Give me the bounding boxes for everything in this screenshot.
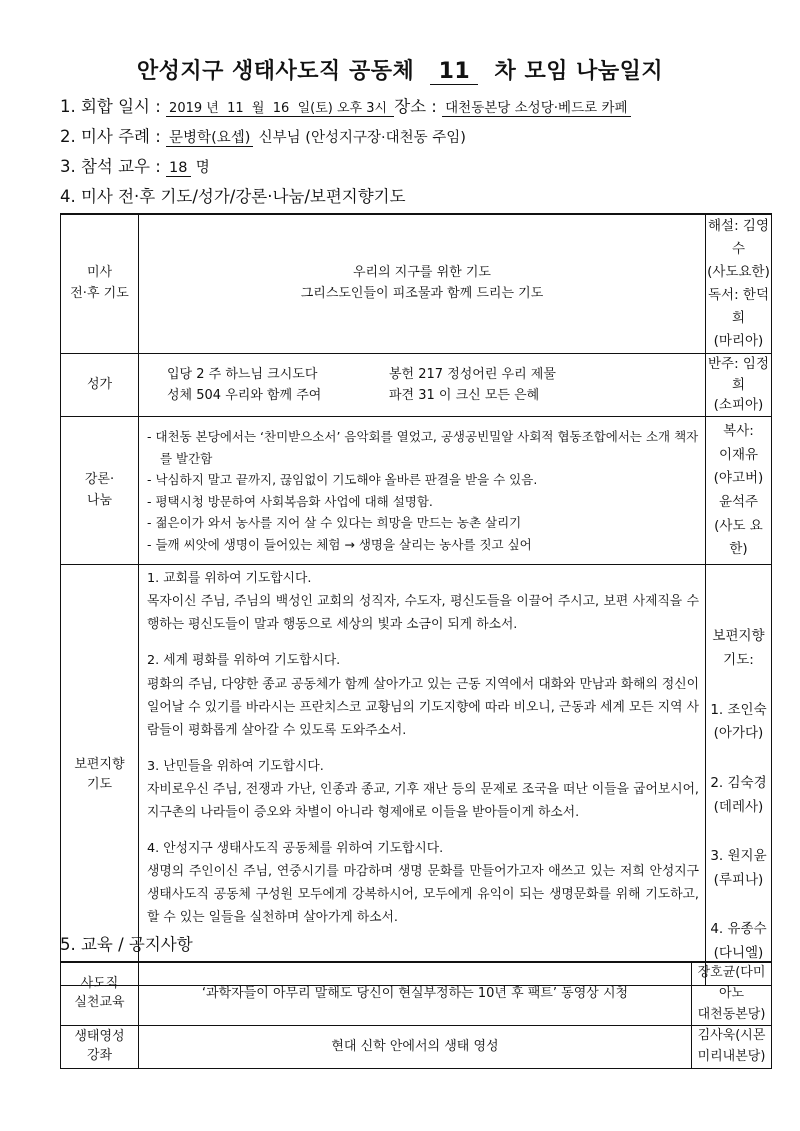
reader-3-saint: (루피나) <box>713 871 764 888</box>
hymn-entry: 입당 2 주 하느님 크시도다 <box>167 366 318 382</box>
reader-1-saint: (아가다) <box>713 725 764 742</box>
intercession-row-readers <box>706 565 772 986</box>
page-title <box>0 54 800 85</box>
education-label <box>61 962 139 1026</box>
intercession-row-content <box>139 565 706 986</box>
intercession-body: 생명의 주인이신 주님, 연중시기를 마감하며 생명 문화를 만들어가고자 애쓰고 있는 저희 안성지구 생태사도직 공동체 구성원 모두에게 강복하시어, 모두에게 유익이 되는 생명문화를 위해 기도하고, 할 수 있는 일들을 실천하며 살아가게 하소서. <box>147 863 699 925</box>
education-label-line2: 강좌 <box>86 1048 113 1064</box>
server-1-saint: (야고버) <box>713 470 764 487</box>
intercession-label-line1: 보편지향 <box>74 756 125 772</box>
intercession-head: 2. 세계 평화를 위하여 기도합시다. <box>147 653 341 669</box>
presenter-name: 장호균(다미아노 <box>697 965 766 1001</box>
homily-label-line1: 강론· <box>84 472 115 488</box>
attendance-info <box>60 153 210 177</box>
list-item: - 들깨 씨앗에 생명이 들어있는 체험 → 생명을 살리는 농사를 짓고 싶어 <box>147 536 532 552</box>
list-item: - 대천동 본당에서는 ‘찬미받으소서’ 음악회를 열었고, 공생공빈밀알 사회적 협동조합에서는 소개 책자를 발간함 <box>147 429 699 466</box>
education-label <box>61 1026 139 1069</box>
homily-row <box>61 417 772 565</box>
prayer-row-content <box>139 214 706 353</box>
prayer-label-line2: 전·후 기도 <box>70 285 129 301</box>
education-content: ‘과학자들이 아무리 말해도 당신이 현실부정하는 10년 후 팩트’ 동영상 시청 <box>139 962 692 1026</box>
education-presenter <box>692 1026 772 1069</box>
reader-3-name: 3. 원지윤 <box>710 848 767 865</box>
server-1-name: 이재유 <box>718 446 759 463</box>
hymn-row-roles <box>706 353 772 417</box>
table-row <box>61 962 772 1026</box>
attendance-unit: 명 <box>195 160 210 176</box>
attendance-count: 18 <box>166 160 190 177</box>
education-label-line1: 사도직 <box>80 976 119 992</box>
prayer-line1: 우리의 지구를 위한 기도 <box>353 265 491 281</box>
meeting-date <box>166 101 394 117</box>
list-item: - 젊은이가 와서 농사를 지어 살 수 있다는 희망을 만드는 농촌 살리기 <box>147 515 522 531</box>
intercession-block-4 <box>147 837 699 929</box>
reader-label: 독서: 한덕희 <box>707 286 769 326</box>
organist-saint: (소피아) <box>713 397 764 414</box>
mass-info <box>60 123 466 147</box>
reader-1-name: 1. 조인숙 <box>710 701 767 718</box>
presenter-name: 김사욱(시몬 <box>697 1028 766 1044</box>
meeting-year-suffix: 년 <box>206 101 219 116</box>
intercession-block-3 <box>147 755 699 824</box>
prayer-row-label <box>61 214 139 353</box>
mass-priest: 문병학(요셉) <box>166 130 253 147</box>
section-5-heading: 5. 교육 / 공지사항 <box>60 935 193 954</box>
mass-table <box>60 213 772 986</box>
prayer-row-roles <box>706 214 772 353</box>
education-label-line1: 생태영성 <box>74 1029 125 1045</box>
prayer-label-line1: 미사 <box>86 265 113 281</box>
education-content: 현대 신학 안에서의 생태 영성 <box>139 1026 692 1069</box>
reader-saint: (마리아) <box>713 332 764 349</box>
title-suffix: 차 모임 나눔일지 <box>494 59 664 84</box>
meeting-day-suffix: 일(토) <box>297 101 333 116</box>
organist-label: 반주: 임정희 <box>707 355 769 393</box>
intercession-label-line2: 기도 <box>86 777 113 793</box>
homily-label-line2: 나눔 <box>86 492 113 508</box>
place-label: 장소 : <box>394 97 437 116</box>
list-item: - 평택시청 방문하여 사회복음화 사업에 대해 설명함. <box>147 493 433 509</box>
intercession-head: 4. 안성지구 생태사도직 공동체를 위하여 기도합시다. <box>147 840 444 856</box>
mass-label: 2. 미사 주례 : <box>60 127 161 146</box>
mass-detail: 신부님 (안성지구장·대천동 주임) <box>258 130 466 146</box>
meeting-time: 오후 3시 <box>336 101 388 116</box>
section-4-heading: 4. 미사 전·후 기도/성가/강론·나눔/보편지향기도 <box>60 187 406 206</box>
intercession-head: 1. 교회를 위하여 기도합시다. <box>147 571 312 587</box>
server-2-saint: (사도 요한) <box>714 517 763 558</box>
intercession-row <box>61 565 772 986</box>
homily-row-label <box>61 417 139 565</box>
education-presenter <box>692 962 772 1026</box>
server-2-name: 윤석주 <box>718 493 759 510</box>
meeting-day: 16 <box>272 101 290 116</box>
hymn-row <box>61 353 772 417</box>
homily-list <box>139 426 705 555</box>
intercession-head: 3. 난민들을 위하여 기도합시다. <box>147 758 324 774</box>
intercession-block-2 <box>147 649 699 741</box>
server-label: 복사: <box>723 423 754 440</box>
intercession-body: 목자이신 주님, 주님의 백성인 교회의 성직자, 수도자, 평신도들을 이끌어 주시고, 보편 사제직을 수행하는 평신도들이 말과 행동으로 세상의 빛과 소금이 되게 하소서. <box>147 594 699 633</box>
list-item: - 낙심하지 말고 끝까지, 끊임없이 기도해야 올바른 판결을 받을 수 있음. <box>147 472 538 488</box>
table-row <box>61 1026 772 1069</box>
intercession-body: 평화의 주님, 다양한 종교 공동체가 함께 살아가고 있는 근동 지역에서 대화와 만남과 화해의 정신이 일어날 수 있기를 바라시는 프란치스코 교황님의 기도지향에 따라 비오니, 근동과 세계 모든 지역 사람들이 평화롭게 살아갈 수 있도록 도와주소서. <box>147 676 699 738</box>
hymn-communion: 성체 504 우리와 함께 주여 <box>167 388 322 403</box>
attendance-label: 3. 참석 교우 : <box>60 157 161 176</box>
homily-row-content <box>139 417 706 565</box>
hymn-row-label: 성가 <box>61 353 139 417</box>
presenter-parish: 미리내본당) <box>697 1049 766 1065</box>
education-label-line2: 실천교육 <box>74 995 125 1011</box>
meeting-month-suffix: 월 <box>251 101 265 116</box>
meeting-month: 11 <box>227 101 244 116</box>
title-prefix: 안성지구 생태사도직 공동체 <box>136 59 415 84</box>
meeting-label: 1. 회합 일시 : <box>60 97 161 116</box>
reader-2-saint: (데레사) <box>713 798 764 815</box>
hymn-offertory: 봉헌 217 정성어린 우리 제물 <box>389 366 556 382</box>
reader-2-name: 2. 김숙경 <box>710 774 767 791</box>
meeting-info <box>60 93 631 117</box>
meeting-number: 11 <box>430 59 478 85</box>
commentator-saint: (사도요한) <box>707 263 770 280</box>
intercession-block-1 <box>147 567 699 636</box>
intercession-body: 자비로우신 주님, 전쟁과 가난, 인종과 종교, 기후 재난 등의 문제로 조국을 떠난 이들을 굽어보시어, 지구촌의 나라들이 증오와 차별이 아니라 형제애로 이들을 받아들이게 하소서. <box>147 781 699 820</box>
intercession-row-label <box>61 565 139 986</box>
reader-4-saint: (다니엘) <box>713 945 764 962</box>
meeting-place: 대천동본당 소성당·베드로 카페 <box>442 100 630 117</box>
commentator-label: 해설: 김영수 <box>707 218 769 257</box>
hymn-recessional: 파견 31 이 크신 모든 은혜 <box>389 388 540 403</box>
prayer-row <box>61 214 772 353</box>
education-table <box>60 961 772 1069</box>
presenter-parish: 대천동본당) <box>697 1006 766 1022</box>
prayer-line2: 그리스도인들이 피조물과 함께 드리는 기도 <box>300 285 544 301</box>
meeting-year: 2019 <box>169 101 203 116</box>
hymn-row-content <box>139 353 706 417</box>
reader-4-name: 4. 유종수 <box>710 921 767 938</box>
homily-row-roles <box>706 417 772 565</box>
intercession-readers-title: 보편지향기도: <box>712 628 765 669</box>
